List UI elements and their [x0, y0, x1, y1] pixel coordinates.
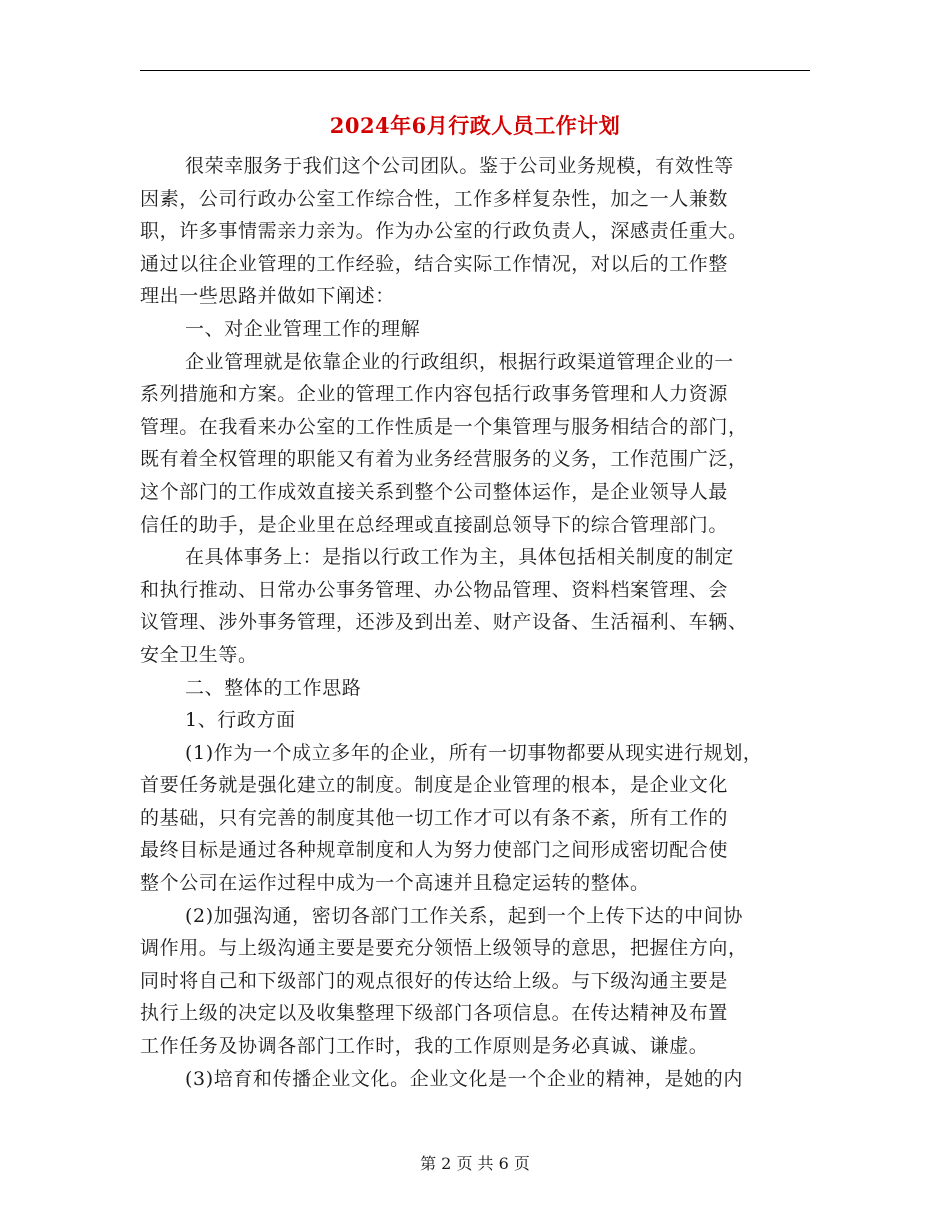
body-line [140, 606, 812, 639]
body-line-text: (2)加强沟通，密切各部门工作关系，起到一个上传下达的中间协 [185, 904, 743, 927]
body-line [140, 1030, 812, 1063]
body-line-text: 首要任务就是强化建立的制度。制度是企业管理的根本，是企业文化 [140, 774, 729, 797]
body-line-text: 理出一些思路并做如下阐述： [140, 285, 395, 308]
body-line-text: 整个公司在运作过程中成为一个高速并且稳定运转的整体。 [140, 872, 650, 895]
body-line-text: 安全卫生等。 [140, 643, 258, 666]
body-line-text: (1)作为一个成立多年的企业，所有一切事物都要从现实进行规划， [185, 741, 763, 764]
body-line [140, 183, 812, 216]
body-line-text: 同时将自己和下级部门的观点很好的传达给上级。与下级沟通主要是 [140, 969, 729, 992]
document-body [140, 150, 812, 1095]
body-line-text: 议管理、涉外事务管理，还涉及到出差、财产设备、生活福利、车辆、 [140, 611, 748, 634]
section-heading-line [140, 672, 812, 705]
body-line [140, 280, 812, 313]
body-line [140, 378, 812, 411]
body-line [140, 346, 812, 379]
body-line-text: 工作任务及协调各部门工作时，我的工作原则是务必真诚、谦虚。 [140, 1035, 709, 1058]
body-line [140, 997, 812, 1030]
body-line [140, 900, 812, 933]
body-line [140, 248, 812, 281]
body-line [140, 932, 812, 965]
page-footer: 第 2 页 共 6 页 [420, 1154, 530, 1173]
body-line [140, 509, 812, 542]
body-line [140, 1063, 812, 1096]
section-heading: 一、对企业管理工作的理解 [185, 317, 421, 340]
subsection-heading: 1、行政方面 [185, 709, 296, 732]
body-line-text: (3)培育和传播企业文化。企业文化是一个企业的精神，是她的内 [185, 1067, 743, 1090]
body-line-text: 和执行推动、日常办公事务管理、办公物品管理、资料档案管理、会 [140, 578, 729, 601]
body-line [140, 411, 812, 444]
body-line [140, 737, 812, 770]
body-line-text: 企业管理就是依靠企业的行政组织，根据行政渠道管理企业的一 [185, 350, 734, 373]
body-line-text: 执行上级的决定以及收集整理下级部门各项信息。在传达精神及布置 [140, 1002, 729, 1025]
body-line-text: 很荣幸服务于我们这个公司团队。鉴于公司业务规模，有效性等 [185, 155, 734, 177]
body-line-text: 系列措施和方案。企业的管理工作内容包括行政事务管理和人力资源 [140, 383, 729, 406]
subsection-heading-line [140, 704, 812, 737]
body-line [140, 802, 812, 835]
body-line-text: 调作用。与上级沟通主要是要充分领悟上级领导的意思，把握住方向， [140, 937, 748, 960]
body-line-text: 管理。在我看来办公室的工作性质是一个集管理与服务相结合的部门， [140, 415, 748, 438]
header-rule [140, 70, 810, 71]
body-line [140, 443, 812, 476]
body-line [140, 476, 812, 509]
body-line [140, 965, 812, 998]
body-line [140, 834, 812, 867]
body-line [140, 867, 812, 900]
body-line [140, 574, 812, 607]
body-line-text: 既有着全权管理的职能又有着为业务经营服务的义务，工作范围广泛， [140, 448, 748, 471]
section-heading-line [140, 313, 812, 346]
body-line [140, 150, 812, 183]
body-line [140, 541, 812, 574]
body-line-text: 在具体事务上：是指以行政工作为主，具体包括相关制度的制定 [185, 546, 734, 569]
body-line-text: 信任的助手，是企业里在总经理或直接副总领导下的综合管理部门。 [140, 513, 729, 536]
body-line-text: 这个部门的工作成效直接关系到整个公司整体运作，是企业领导人最 [140, 480, 729, 503]
body-line-text: 因素，公司行政办公室工作综合性，工作多样复杂性，加之一人兼数 [140, 187, 729, 210]
section-heading: 二、整体的工作思路 [185, 676, 362, 699]
body-line-text: 最终目标是通过各种规章制度和人为努力使部门之间形成密切配合使 [140, 839, 729, 862]
body-line [140, 639, 812, 672]
document-title: 2024年6月行政人员工作计划 [329, 113, 621, 138]
body-line-text: 的基础，只有完善的制度其他一切工作才可以有条不紊，所有工作的 [140, 806, 729, 829]
body-line [140, 769, 812, 802]
body-line [140, 215, 812, 248]
body-line-text: 职，许多事情需亲力亲为。作为办公室的行政负责人，深感责任重大。 [140, 220, 748, 243]
body-line-text: 通过以往企业管理的工作经验，结合实际工作情况，对以后的工作整 [140, 252, 729, 275]
